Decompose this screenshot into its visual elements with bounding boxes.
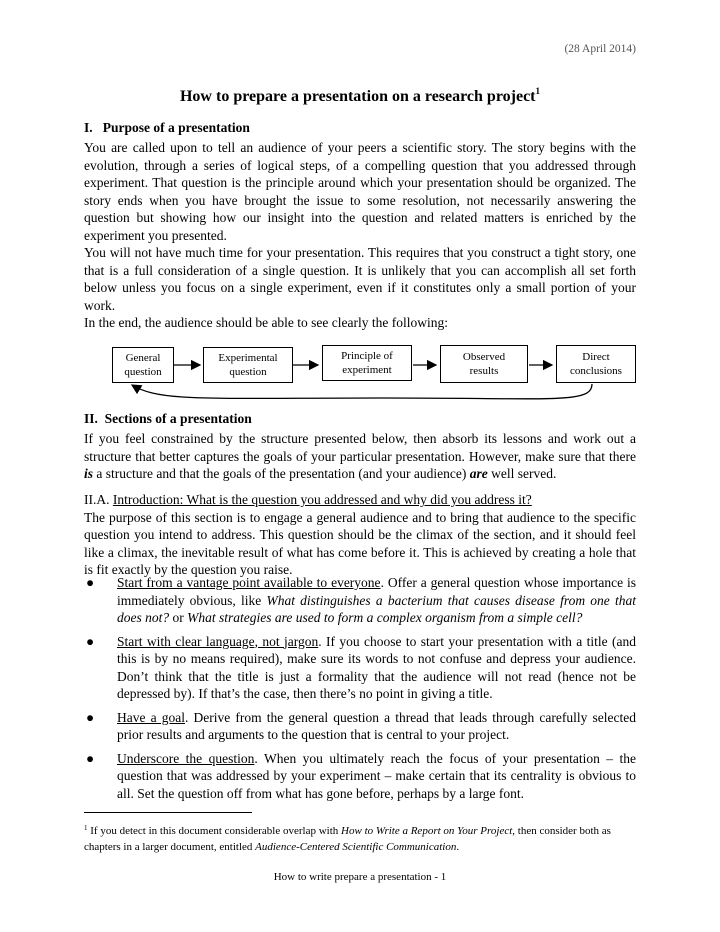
- bullet-icon: ●: [86, 575, 95, 590]
- footnote: $^1$ If you detect in this document considerable overlap with How to Write a Report on Your Project, then consider both as chapters in a larger document, entitled Audience-Centered Scientific Communication.: [84, 824, 611, 853]
- section1-heading: I. Purpose of a presentation: [84, 120, 250, 135]
- flow-return-arrow: [132, 384, 592, 399]
- subsection-introduction: [84, 491, 636, 579]
- flow-box-principle-of-experiment: Principle of experiment: [322, 345, 412, 381]
- subsection-title: Introduction: What is the question you addressed and why did you address it?: [112, 492, 532, 507]
- subsection-prefix: II.A.: [84, 492, 113, 507]
- list-item: ● Start from a vantage point available to everyone. Offer a general question whose importance is immediately obvious, like What distinguishes a bacterium that causes disease from one that does not? or What strategies are used to form a complex organism from a simple cell?: [86, 575, 637, 625]
- section1-paragraph-2: You will not have much time for your presentation. This requires that you construct a tight story, one that is a full consideration of a single question. It is unlikely that you can accomplish all set forth below unless you focus on a single experiment, even if it constitutes only a small portion of your work.: [84, 245, 636, 313]
- section1-paragraph-1: You are called upon to tell an audience of your peers a scientific story. The story begins with the evolution, through a series of logical steps, of a compelling question that you addressed through experiment. That question is the principle around which your presentation should be organized. The story ends when you have brought the issue to some resolution, not necessarily answering the question but showing how our insight into the question and related matters is enriched by the experiment you presented.: [84, 140, 636, 243]
- flow-box-general-question: General question: [112, 347, 174, 383]
- section2-paragraph-1: If you feel constrained by the structure presented below, then absorb its lessons and work out a structure that better captures the goals of your particular presentation. However, make sure that there is a structure and that the goals of the presentation (and your audience) are well served.: [84, 431, 636, 481]
- title-text: How to prepare a presentation on a research project: [179, 88, 536, 105]
- footnote-divider: [84, 812, 252, 813]
- title-footnote-mark: 1: [535, 86, 540, 96]
- bullet-icon: ●: [86, 709, 95, 725]
- document-title: [84, 86, 636, 106]
- flow-box-direct-conclusions: Direct conclusions: [556, 345, 636, 383]
- list-item: ● Have a goal. Derive from the general question a thread that leads through carefully selected prior results and arguments to the question that is central to your project.: [86, 709, 637, 742]
- flow-box-experimental-question: Experimental question: [203, 347, 293, 383]
- flow-diagram: [84, 336, 636, 412]
- list-item: ● Underscore the question. When you ultimately reach the focus of your presentation – the question that was addressed by your experiment – make certain that its centrality is obvious to all. Set the question off from what has gone before, perhaps by a large font.: [86, 750, 636, 801]
- flow-box-observed-results: Observed results: [440, 345, 528, 383]
- document-date: (28 April 2014): [564, 43, 636, 55]
- bullet-icon: ●: [86, 633, 95, 649]
- bullet-icon: ●: [86, 750, 95, 766]
- subsection-text: The purpose of this section is to engage a general audience and to bring that audience to the specific question you intend to address. This question should be the climax of the section, and it should feel like a climax, the inevitable result of what has come before it. This is achieved by creating a hole that is fit exactly by the question you raise.: [84, 509, 636, 577]
- section2-heading: II. Sections of a presentation: [84, 411, 252, 426]
- section1-paragraph-3: In the end, the audience should be able to see clearly the following:: [84, 315, 448, 330]
- bullet-list: [84, 574, 636, 808]
- list-item: ● Start with clear language, not jargon. If you choose to start your presentation with a title (and this is by no means required), make sure its words to not confuse and depress your audience. Don’t think that the title is just a formality that the audience will not read (hence not be depressed by). If that’s the case, then there’s no point in giving a title.: [86, 633, 636, 701]
- page-footer: How to write prepare a presentation - 1: [273, 871, 447, 883]
